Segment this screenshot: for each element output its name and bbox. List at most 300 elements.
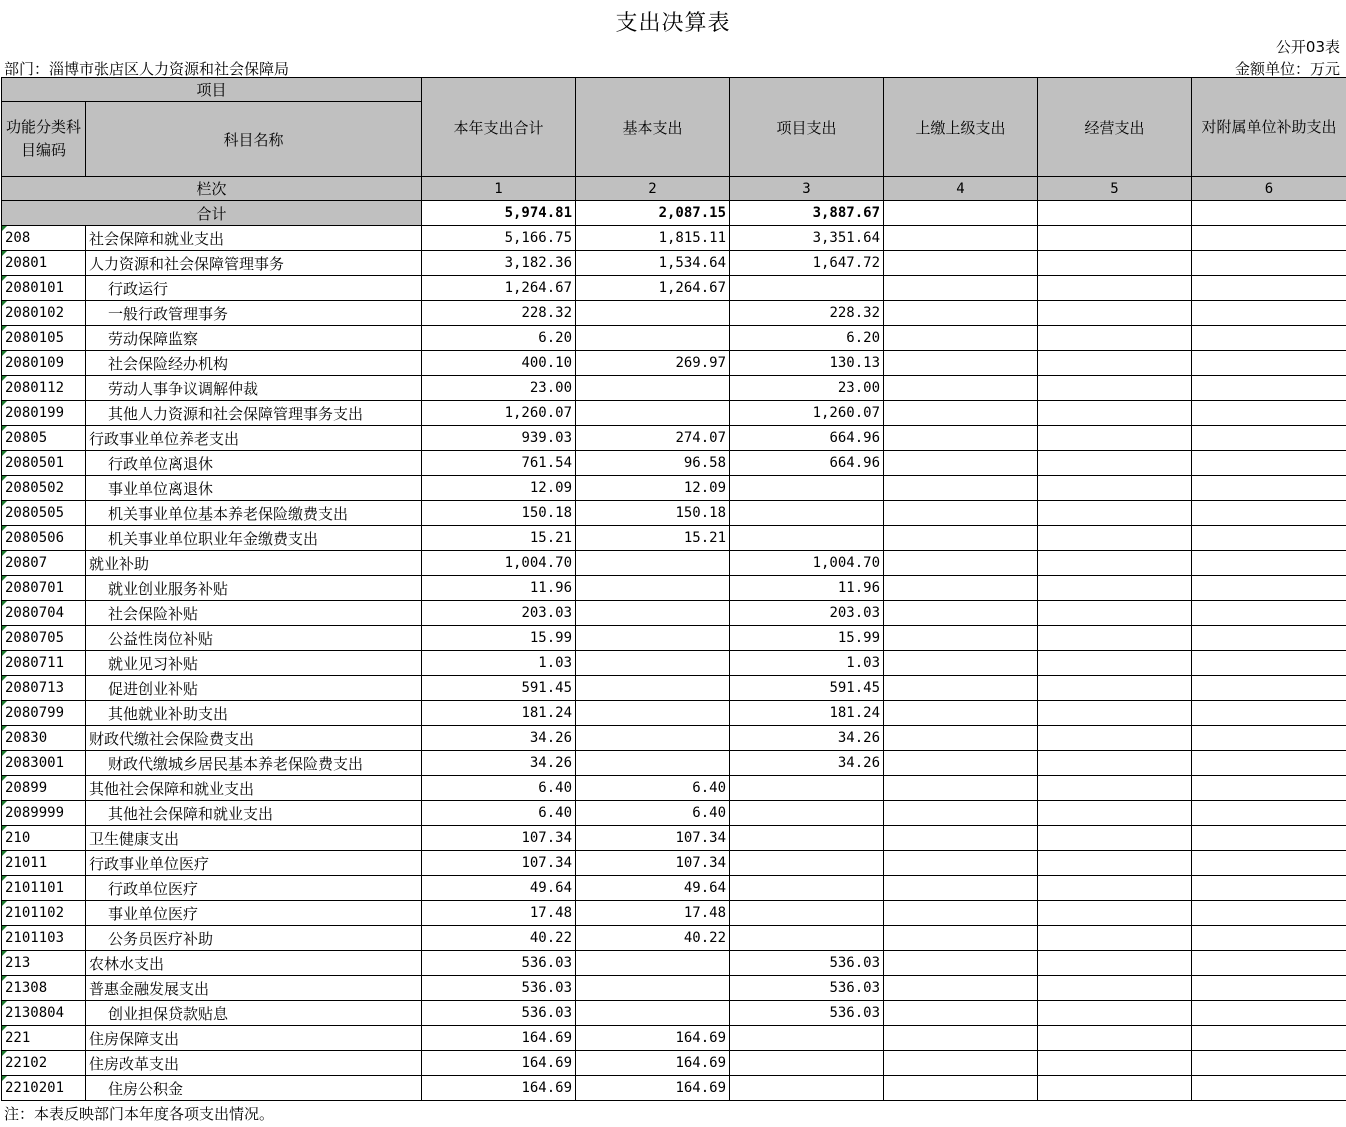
project-cell — [730, 501, 884, 526]
table-row — [2, 726, 1346, 751]
func-code-text: 20899 — [5, 780, 48, 796]
table-row — [2, 476, 1346, 501]
total-cell: 6.40 — [422, 801, 576, 826]
table-row — [2, 1076, 1346, 1101]
project-cell: 1,647.72 — [730, 251, 884, 276]
basic-cell: 40.22 — [576, 926, 730, 951]
subject-name-cell: 住房改革支出 — [86, 1051, 422, 1076]
basic-cell — [576, 326, 730, 351]
subject-name-cell: 就业创业服务补贴 — [86, 576, 422, 601]
func-code-cell — [2, 601, 86, 626]
func-code-text: 2130804 — [5, 1005, 65, 1021]
subsidy-cell — [1192, 826, 1346, 851]
basic-cell — [576, 301, 730, 326]
project-cell — [730, 851, 884, 876]
func-code-text: 2080799 — [5, 705, 65, 721]
basic-cell: 150.18 — [576, 501, 730, 526]
subject-name-cell: 公益性岗位补贴 — [86, 626, 422, 651]
upper-cell — [884, 951, 1038, 976]
subject-name-cell: 卫生健康支出 — [86, 826, 422, 851]
func-code-cell — [2, 551, 86, 576]
total-cell: 939.03 — [422, 426, 576, 451]
header-upper: 上缴上级支出 — [884, 78, 1038, 177]
func-code-text: 2080101 — [5, 280, 65, 296]
cell-marker — [2, 476, 7, 481]
func-code-text: 208 — [5, 230, 31, 246]
subsidy-cell — [1192, 551, 1346, 576]
cell-marker — [2, 326, 7, 331]
subsidy-cell — [1192, 1001, 1346, 1026]
cell-marker — [2, 551, 7, 556]
func-code-text: 20805 — [5, 430, 48, 446]
total-cell: 536.03 — [422, 951, 576, 976]
header-basic: 基本支出 — [576, 78, 730, 177]
subject-name-cell: 社会保险补贴 — [86, 601, 422, 626]
table-row — [2, 501, 1346, 526]
business-cell — [1038, 501, 1192, 526]
cell-marker — [2, 701, 7, 706]
func-code-text: 2083001 — [5, 755, 65, 771]
func-code-text: 210 — [5, 830, 31, 846]
cell-marker — [2, 676, 7, 681]
project-cell: 536.03 — [730, 976, 884, 1001]
upper-cell — [884, 901, 1038, 926]
func-code-cell — [2, 526, 86, 551]
subject-name-cell: 农林水支出 — [86, 951, 422, 976]
cell-marker — [2, 1026, 7, 1031]
subject-name-cell: 住房公积金 — [86, 1076, 422, 1101]
func-code-text: 21308 — [5, 980, 48, 996]
func-code-text: 2080506 — [5, 530, 65, 546]
table-row — [2, 451, 1346, 476]
table-row — [2, 901, 1346, 926]
upper-cell — [884, 626, 1038, 651]
business-cell — [1038, 326, 1192, 351]
table-row — [2, 376, 1346, 401]
project-cell: 536.03 — [730, 951, 884, 976]
business-cell — [1038, 1026, 1192, 1051]
func-code-text: 2080505 — [5, 505, 65, 521]
basic-cell: 164.69 — [576, 1026, 730, 1051]
upper-cell — [884, 376, 1038, 401]
basic-cell — [576, 676, 730, 701]
func-code-text: 2089999 — [5, 805, 65, 821]
project-cell: 1.03 — [730, 651, 884, 676]
subject-name-cell: 公务员医疗补助 — [86, 926, 422, 951]
project-cell: 1,004.70 — [730, 551, 884, 576]
cell-marker — [2, 901, 7, 906]
table-row — [2, 401, 1346, 426]
table-row — [2, 676, 1346, 701]
subsidy-cell — [1192, 476, 1346, 501]
total-cell: 536.03 — [422, 976, 576, 1001]
func-code-cell — [2, 701, 86, 726]
cell-marker — [2, 426, 7, 431]
subsidy-cell — [1192, 876, 1346, 901]
func-code-text: 2080713 — [5, 680, 65, 696]
project-cell: 181.24 — [730, 701, 884, 726]
upper-cell — [884, 776, 1038, 801]
basic-cell: 107.34 — [576, 826, 730, 851]
upper-cell — [884, 701, 1038, 726]
business-cell — [1038, 951, 1192, 976]
cell-marker — [2, 601, 7, 606]
total-label: 合计 — [2, 201, 422, 226]
func-code-text: 2101103 — [5, 930, 65, 946]
table-row — [2, 851, 1346, 876]
project-cell — [730, 926, 884, 951]
cell-marker — [2, 926, 7, 931]
subject-name-cell: 机关事业单位职业年金缴费支出 — [86, 526, 422, 551]
page-title: 支出决算表 — [615, 11, 731, 36]
cell-marker — [2, 501, 7, 506]
basic-cell — [576, 751, 730, 776]
total-cell: 164.69 — [422, 1051, 576, 1076]
cell-marker — [2, 726, 7, 731]
project-cell: 15.99 — [730, 626, 884, 651]
cell-marker — [2, 826, 7, 831]
upper-cell — [884, 476, 1038, 501]
func-code-cell — [2, 626, 86, 651]
func-code-cell — [2, 926, 86, 951]
table-row — [2, 926, 1346, 951]
business-cell — [1038, 451, 1192, 476]
func-code-cell — [2, 1001, 86, 1026]
business-cell — [1038, 376, 1192, 401]
func-code-cell — [2, 451, 86, 476]
business-cell — [1038, 426, 1192, 451]
project-cell — [730, 1051, 884, 1076]
project-cell: 6.20 — [730, 326, 884, 351]
table-row — [2, 276, 1346, 301]
cell-marker — [2, 301, 7, 306]
business-cell — [1038, 876, 1192, 901]
total-cell: 1,260.07 — [422, 401, 576, 426]
header-total: 本年支出合计 — [422, 78, 576, 177]
basic-cell: 17.48 — [576, 901, 730, 926]
total-subsidy — [1192, 201, 1346, 226]
subsidy-cell — [1192, 601, 1346, 626]
func-code-cell — [2, 976, 86, 1001]
func-code-cell — [2, 1051, 86, 1076]
cell-marker — [2, 776, 7, 781]
table-row — [2, 526, 1346, 551]
table-row — [2, 826, 1346, 851]
basic-cell: 269.97 — [576, 351, 730, 376]
subject-name-cell: 其他社会保障和就业支出 — [86, 801, 422, 826]
table-row — [2, 601, 1346, 626]
func-code-cell — [2, 726, 86, 751]
project-cell — [730, 1076, 884, 1101]
cell-marker — [2, 751, 7, 756]
project-cell: 228.32 — [730, 301, 884, 326]
subsidy-cell — [1192, 376, 1346, 401]
total-cell: 40.22 — [422, 926, 576, 951]
subsidy-cell — [1192, 351, 1346, 376]
total-cell: 228.32 — [422, 301, 576, 326]
business-cell — [1038, 701, 1192, 726]
business-cell — [1038, 901, 1192, 926]
func-code-cell — [2, 651, 86, 676]
func-code-cell — [2, 876, 86, 901]
subject-name-cell: 住房保障支出 — [86, 1026, 422, 1051]
basic-cell: 274.07 — [576, 426, 730, 451]
total-cell: 536.03 — [422, 1001, 576, 1026]
business-cell — [1038, 651, 1192, 676]
business-cell — [1038, 826, 1192, 851]
upper-cell — [884, 976, 1038, 1001]
basic-cell — [576, 701, 730, 726]
func-code-text: 2080501 — [5, 455, 65, 471]
total-cell: 107.34 — [422, 826, 576, 851]
col-num: 2 — [576, 177, 730, 201]
expenditure-table — [1, 77, 1346, 1101]
header-subsidy: 对附属单位补助支出 — [1192, 78, 1346, 177]
total-cell: 34.26 — [422, 726, 576, 751]
table-row — [2, 1026, 1346, 1051]
upper-cell — [884, 1051, 1038, 1076]
business-cell — [1038, 776, 1192, 801]
col-num: 1 — [422, 177, 576, 201]
col-num: 3 — [730, 177, 884, 201]
project-cell: 536.03 — [730, 1001, 884, 1026]
header-row-top — [2, 78, 1346, 102]
table-row — [2, 701, 1346, 726]
func-code-cell — [2, 326, 86, 351]
total-cell: 3,182.36 — [422, 251, 576, 276]
form-number: 公开03表 — [1275, 38, 1340, 56]
subject-name-cell: 其他人力资源和社会保障管理事务支出 — [86, 401, 422, 426]
business-cell — [1038, 526, 1192, 551]
func-code-text: 2080502 — [5, 480, 65, 496]
upper-cell — [884, 351, 1038, 376]
project-cell: 130.13 — [730, 351, 884, 376]
total-cell: 49.64 — [422, 876, 576, 901]
func-code-cell — [2, 901, 86, 926]
func-code-text: 2080701 — [5, 580, 65, 596]
basic-cell — [576, 376, 730, 401]
subsidy-cell — [1192, 776, 1346, 801]
project-cell: 591.45 — [730, 676, 884, 701]
subsidy-cell — [1192, 1076, 1346, 1101]
cell-marker — [2, 276, 7, 281]
total-cell: 1,264.67 — [422, 276, 576, 301]
cell-marker — [2, 351, 7, 356]
basic-cell: 164.69 — [576, 1051, 730, 1076]
business-cell — [1038, 401, 1192, 426]
func-code-cell — [2, 351, 86, 376]
project-cell: 11.96 — [730, 576, 884, 601]
total-business — [1038, 201, 1192, 226]
project-cell — [730, 526, 884, 551]
total-upper — [884, 201, 1038, 226]
total-cell: 1.03 — [422, 651, 576, 676]
subsidy-cell — [1192, 851, 1346, 876]
upper-cell — [884, 451, 1038, 476]
table-row — [2, 226, 1346, 251]
business-cell — [1038, 751, 1192, 776]
upper-cell — [884, 851, 1038, 876]
func-code-cell — [2, 1076, 86, 1101]
total-cell: 164.69 — [422, 1076, 576, 1101]
upper-cell — [884, 1001, 1038, 1026]
subsidy-cell — [1192, 976, 1346, 1001]
upper-cell — [884, 551, 1038, 576]
upper-cell — [884, 426, 1038, 451]
total-cell: 6.20 — [422, 326, 576, 351]
func-code-text: 221 — [5, 1030, 31, 1046]
subsidy-cell — [1192, 751, 1346, 776]
func-code-cell — [2, 826, 86, 851]
subsidy-cell — [1192, 626, 1346, 651]
cell-marker — [2, 376, 7, 381]
column-label: 栏次 — [2, 177, 422, 201]
func-code-cell — [2, 676, 86, 701]
basic-cell — [576, 551, 730, 576]
table-row — [2, 351, 1346, 376]
func-code-cell — [2, 801, 86, 826]
upper-cell — [884, 526, 1038, 551]
table-row — [2, 551, 1346, 576]
table-row — [2, 976, 1346, 1001]
upper-cell — [884, 251, 1038, 276]
basic-cell — [576, 626, 730, 651]
basic-cell: 1,264.67 — [576, 276, 730, 301]
subject-name-cell: 事业单位医疗 — [86, 901, 422, 926]
cell-marker — [2, 976, 7, 981]
func-code-cell — [2, 376, 86, 401]
total-basic: 2,087.15 — [576, 201, 730, 226]
upper-cell — [884, 326, 1038, 351]
total-cell: 164.69 — [422, 1026, 576, 1051]
unit-label: 金额单位：万元 — [1234, 60, 1340, 78]
business-cell — [1038, 626, 1192, 651]
func-code-text: 213 — [5, 955, 31, 971]
project-cell: 664.96 — [730, 451, 884, 476]
total-cell: 107.34 — [422, 851, 576, 876]
func-code-cell — [2, 851, 86, 876]
total-cell: 34.26 — [422, 751, 576, 776]
subject-name-cell: 就业补助 — [86, 551, 422, 576]
total-cell: 11.96 — [422, 576, 576, 601]
business-cell — [1038, 551, 1192, 576]
cell-marker — [2, 801, 7, 806]
subject-name-cell: 劳动人事争议调解仲裁 — [86, 376, 422, 401]
subsidy-cell — [1192, 801, 1346, 826]
upper-cell — [884, 576, 1038, 601]
table-row — [2, 776, 1346, 801]
subject-name-cell: 人力资源和社会保障管理事务 — [86, 251, 422, 276]
upper-cell — [884, 651, 1038, 676]
total-cell: 12.09 — [422, 476, 576, 501]
cell-marker — [2, 1001, 7, 1006]
upper-cell — [884, 601, 1038, 626]
func-code-text: 21011 — [5, 855, 48, 871]
subject-name-cell: 社会保障和就业支出 — [86, 226, 422, 251]
total-cell: 23.00 — [422, 376, 576, 401]
header-item: 项目 — [2, 78, 422, 102]
total-cell: 17.48 — [422, 901, 576, 926]
subsidy-cell — [1192, 951, 1346, 976]
basic-cell: 6.40 — [576, 801, 730, 826]
cell-marker — [2, 1051, 7, 1056]
col-num: 6 — [1192, 177, 1346, 201]
upper-cell — [884, 676, 1038, 701]
table-row — [2, 876, 1346, 901]
total-cell: 15.99 — [422, 626, 576, 651]
cell-marker — [2, 651, 7, 656]
table-row — [2, 801, 1346, 826]
func-code-text: 2080105 — [5, 330, 65, 346]
subject-name-cell: 财政代缴城乡居民基本养老保险费支出 — [86, 751, 422, 776]
subject-name-cell: 普惠金融发展支出 — [86, 976, 422, 1001]
total-cell: 1,004.70 — [422, 551, 576, 576]
business-cell — [1038, 801, 1192, 826]
upper-cell — [884, 726, 1038, 751]
func-code-text: 20801 — [5, 255, 48, 271]
header-subject-name: 科目名称 — [86, 102, 422, 177]
business-cell — [1038, 276, 1192, 301]
table-row — [2, 626, 1346, 651]
basic-cell — [576, 976, 730, 1001]
func-code-text: 2210201 — [5, 1080, 65, 1096]
project-cell — [730, 276, 884, 301]
subsidy-cell — [1192, 901, 1346, 926]
total-cell: 203.03 — [422, 601, 576, 626]
basic-cell: 107.34 — [576, 851, 730, 876]
subject-name-cell: 促进创业补贴 — [86, 676, 422, 701]
subject-name-cell: 其他就业补助支出 — [86, 701, 422, 726]
cell-marker — [2, 251, 7, 256]
project-cell — [730, 801, 884, 826]
table-row — [2, 951, 1346, 976]
subsidy-cell — [1192, 651, 1346, 676]
func-code-text: 20830 — [5, 730, 48, 746]
total-cell: 15.21 — [422, 526, 576, 551]
business-cell — [1038, 576, 1192, 601]
func-code-text: 2080109 — [5, 355, 65, 371]
func-code-cell — [2, 576, 86, 601]
subject-name-cell: 事业单位离退休 — [86, 476, 422, 501]
subject-name-cell: 行政单位离退休 — [86, 451, 422, 476]
subsidy-cell — [1192, 576, 1346, 601]
basic-cell — [576, 651, 730, 676]
func-code-cell — [2, 226, 86, 251]
subsidy-cell — [1192, 501, 1346, 526]
cell-marker — [2, 626, 7, 631]
func-code-cell — [2, 401, 86, 426]
header-business: 经营支出 — [1038, 78, 1192, 177]
subject-name-cell: 财政代缴社会保险费支出 — [86, 726, 422, 751]
project-cell: 3,351.64 — [730, 226, 884, 251]
func-code-cell — [2, 751, 86, 776]
subject-name-cell: 行政事业单位医疗 — [86, 851, 422, 876]
subsidy-cell — [1192, 226, 1346, 251]
cell-marker — [2, 1076, 7, 1081]
business-cell — [1038, 851, 1192, 876]
cell-marker — [2, 576, 7, 581]
upper-cell — [884, 501, 1038, 526]
business-cell — [1038, 926, 1192, 951]
cell-marker — [2, 451, 7, 456]
business-cell — [1038, 676, 1192, 701]
basic-cell: 164.69 — [576, 1076, 730, 1101]
total-row — [2, 201, 1346, 226]
subsidy-cell — [1192, 251, 1346, 276]
upper-cell — [884, 926, 1038, 951]
table-row — [2, 1051, 1346, 1076]
cell-marker — [2, 851, 7, 856]
